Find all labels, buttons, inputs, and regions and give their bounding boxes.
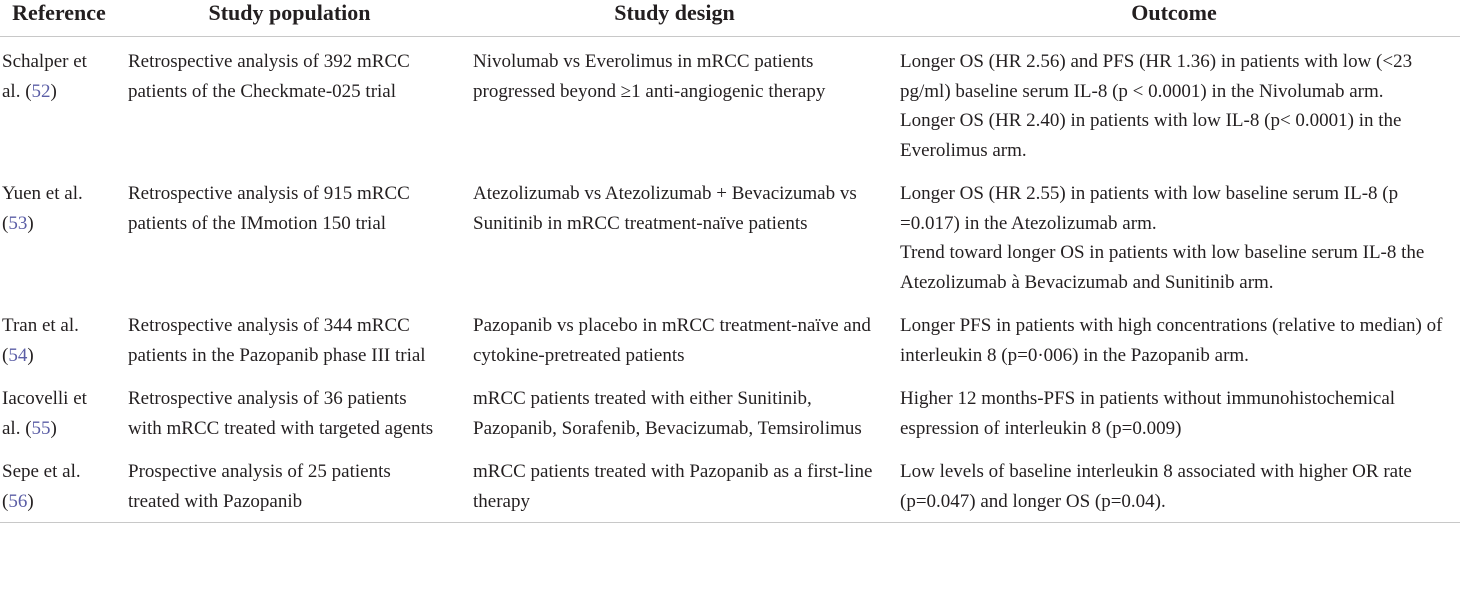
reference-cell [0,169,118,301]
table-row [0,169,1460,301]
reference-author: Schalper et al. ( [2,51,87,102]
design-cell: Atezolizumab vs Atezolizumab + Bevacizumab vs Sunitinib in mRCC treatment-naïve patients [473,183,857,234]
reference-close: ) [27,344,34,366]
reference-close: ) [27,212,34,234]
outcome-line: Trend toward longer OS in patients with low baseline serum IL-8 the Atezolizumab à Bevacizumab and Sunitinib arm. [900,242,1425,293]
header-outcome: Outcome [888,0,1460,37]
population-cell: Prospective analysis of 25 patients treated with Pazopanib [118,447,461,523]
reference-author: Yuen et al. ( [2,183,83,234]
outcome-line: Higher 12 months-PFS in patients without immunohistochemical espression of interleukin 8 (p=0.009) [900,388,1396,439]
reference-cell [0,37,118,170]
outcome-line: Longer OS (HR 2.40) in patients with low IL-8 (p< 0.0001) in the Everolimus arm. [900,110,1402,161]
table-body [0,37,1460,523]
design-cell: mRCC patients treated with Pazopanib as a first-line therapy [461,447,888,523]
reference-link[interactable]: 54 [8,344,28,366]
reference-link[interactable]: 53 [8,212,28,234]
population-cell: Retrospective analysis of 915 mRCC patients of the IMmotion 150 trial [128,183,410,234]
outcome-line: Longer OS (HR 2.55) in patients with low baseline serum IL-8 (p =0.017) in the Atezolizumab arm. [900,183,1399,234]
outcome-cell [888,301,1460,374]
population-cell: Retrospective analysis of 392 mRCC patients of the Checkmate-025 trial [128,51,410,102]
table-row [0,37,1460,170]
reference-link[interactable]: 56 [8,490,28,512]
header-design: Study design [461,0,888,37]
outcome-cell [888,37,1460,170]
outcome-cell [888,447,1460,523]
outcome-cell [888,374,1460,447]
table-row [0,374,1460,447]
reference-cell [0,447,118,523]
design-cell: Pazopanib vs placebo in mRCC treatment-naïve and cytokine-pretreated patients [473,315,871,366]
reference-link[interactable]: 55 [31,417,51,439]
reference-close: ) [50,80,57,102]
table-row [0,447,1460,523]
design-cell: mRCC patients treated with either Sunitinib, Pazopanib, Sorafenib, Bevacizumab, Temsirolimus [473,388,862,439]
outcome-line: Longer PFS in patients with high concentrations (relative to median) of interleukin 8 (p=0·006) in the Pazopanib arm. [900,315,1443,366]
outcome-cell [888,169,1460,301]
outcome-line: Longer OS (HR 2.56) and PFS (HR 1.36) in patients with low (<23 pg/ml) baseline serum IL-8 (p < 0.0001) in the Nivolumab arm. [900,51,1413,102]
outcome-line: Low levels of baseline interleukin 8 associated with higher OR rate (p=0.047) and longer OS (p=0.04). [900,461,1412,512]
population-cell: Retrospective analysis of 344 mRCC patients in the Pazopanib phase III trial [128,315,426,366]
header-reference: Reference [0,0,118,37]
reference-author: Iacovelli et al. ( [2,388,87,439]
reference-link[interactable]: 52 [31,80,51,102]
reference-close: ) [50,417,57,439]
reference-author: Tran et al. ( [2,315,79,366]
table-row [0,301,1460,374]
reference-cell [0,374,118,447]
reference-author: Sepe et al. ( [2,461,81,512]
reference-cell [0,301,118,374]
header-row [0,0,1460,37]
header-population: Study population [118,0,461,37]
design-cell: Nivolumab vs Everolimus in mRCC patients progressed beyond ≥1 anti-angiogenic therapy [473,51,826,102]
population-cell: Retrospective analysis of 36 patients with mRCC treated with targeted agents [128,388,434,439]
reference-close: ) [27,490,34,512]
